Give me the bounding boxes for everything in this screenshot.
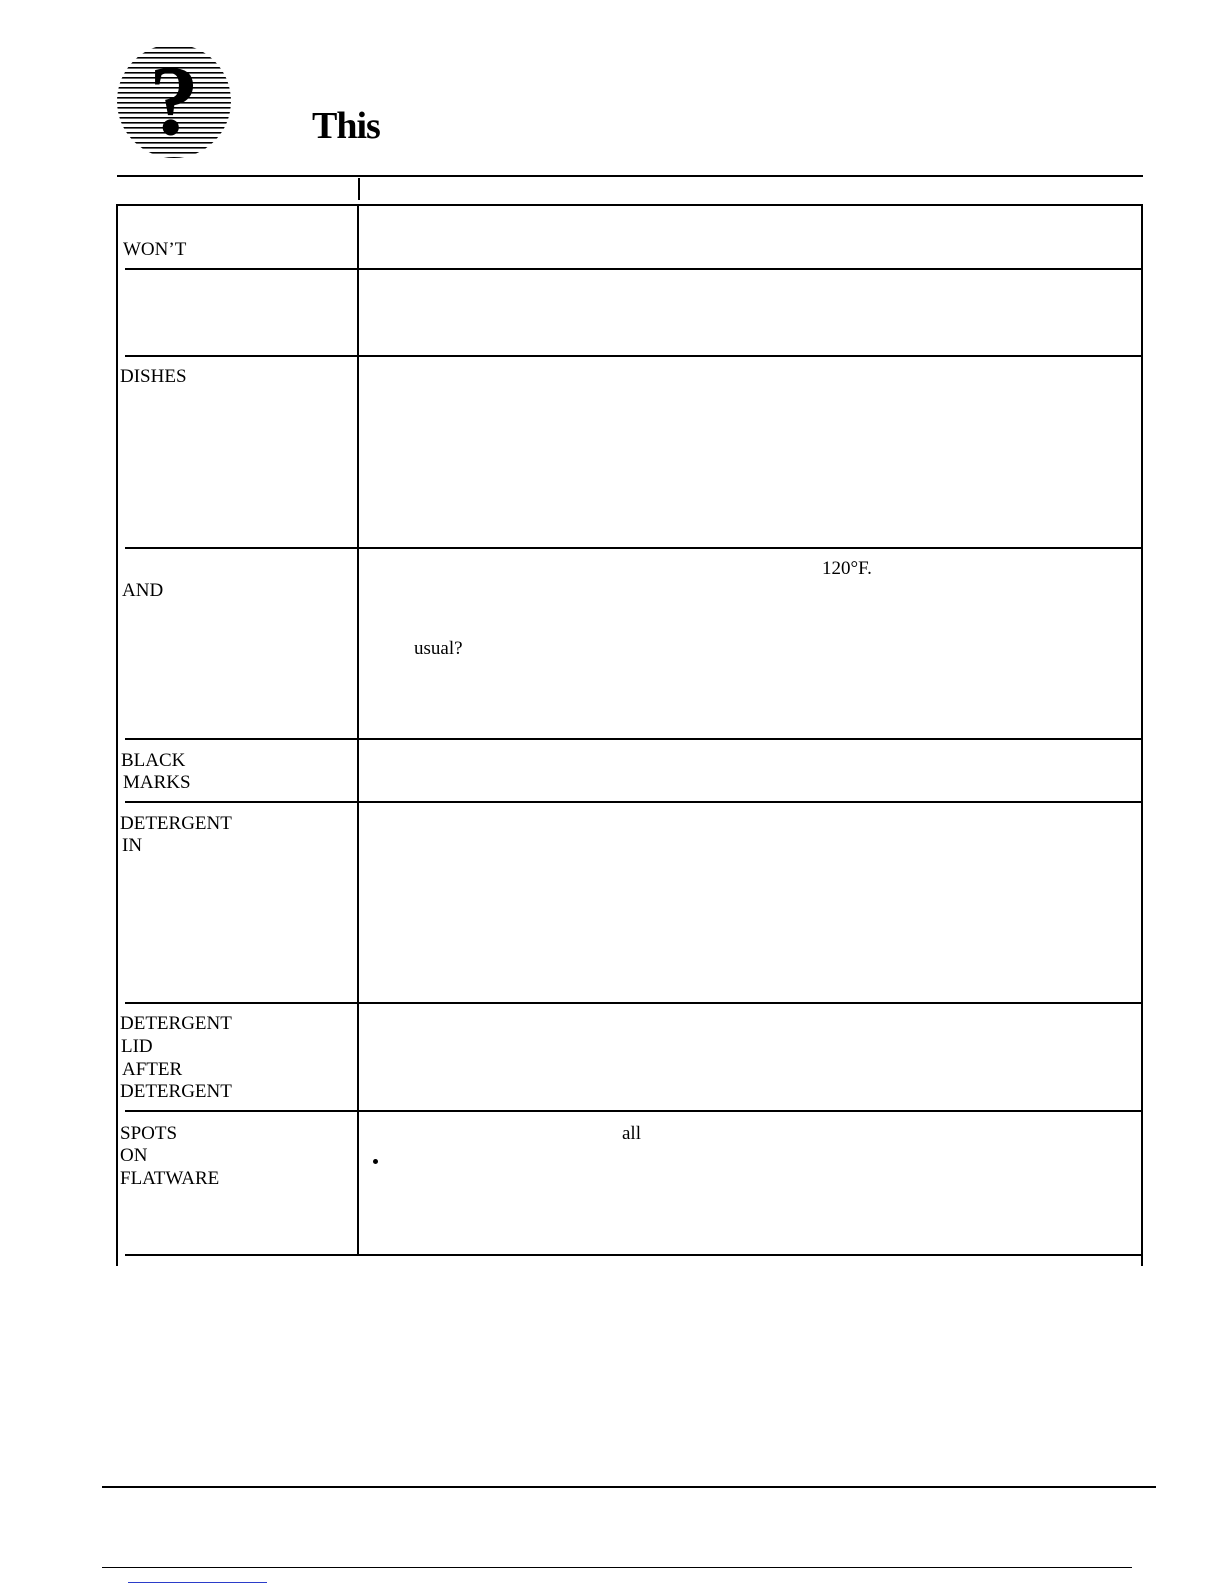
row-label: DETERGENT — [120, 813, 232, 834]
all-text: all — [622, 1123, 641, 1144]
footer-link-underline — [128, 1582, 267, 1583]
row-label: AFTER — [122, 1059, 183, 1080]
row-separator — [125, 355, 1142, 357]
row-label: SPOTS — [120, 1123, 178, 1144]
row-separator — [125, 801, 1142, 803]
footer-thin-rule — [102, 1567, 1132, 1568]
row-separator — [125, 1110, 1142, 1112]
table-left-border — [116, 204, 118, 1266]
row-label: AND — [122, 580, 164, 601]
row-label: FLATWARE — [120, 1168, 220, 1189]
header-rule — [117, 175, 1143, 177]
row-separator — [125, 268, 1142, 270]
row-label: DISHES — [120, 366, 187, 387]
table-right-border — [1141, 204, 1143, 1266]
row-separator — [125, 547, 1142, 549]
temperature-text: 120°F. — [822, 558, 872, 579]
usual-text: usual? — [414, 638, 463, 659]
table-top-border — [117, 204, 1142, 206]
row-label: WON’T — [123, 239, 187, 260]
footer-rule — [102, 1486, 1156, 1488]
question-mark-logo-icon — [115, 42, 233, 160]
header-tick — [358, 178, 360, 200]
svg-text:?: ? — [149, 45, 199, 156]
table-bottom-border — [125, 1254, 1142, 1256]
page-title: This — [312, 105, 380, 147]
bullet-dot-icon — [373, 1159, 378, 1164]
row-label: DETERGENT — [120, 1081, 232, 1102]
row-separator — [125, 1002, 1142, 1004]
row-label: IN — [122, 835, 143, 856]
table-column-divider — [357, 205, 359, 1255]
row-label: MARKS — [123, 772, 191, 793]
row-label: DETERGENT — [120, 1013, 232, 1034]
row-label: LID — [121, 1036, 153, 1057]
row-separator — [125, 738, 1142, 740]
row-label: BLACK — [121, 750, 186, 771]
row-label: ON — [120, 1145, 148, 1166]
